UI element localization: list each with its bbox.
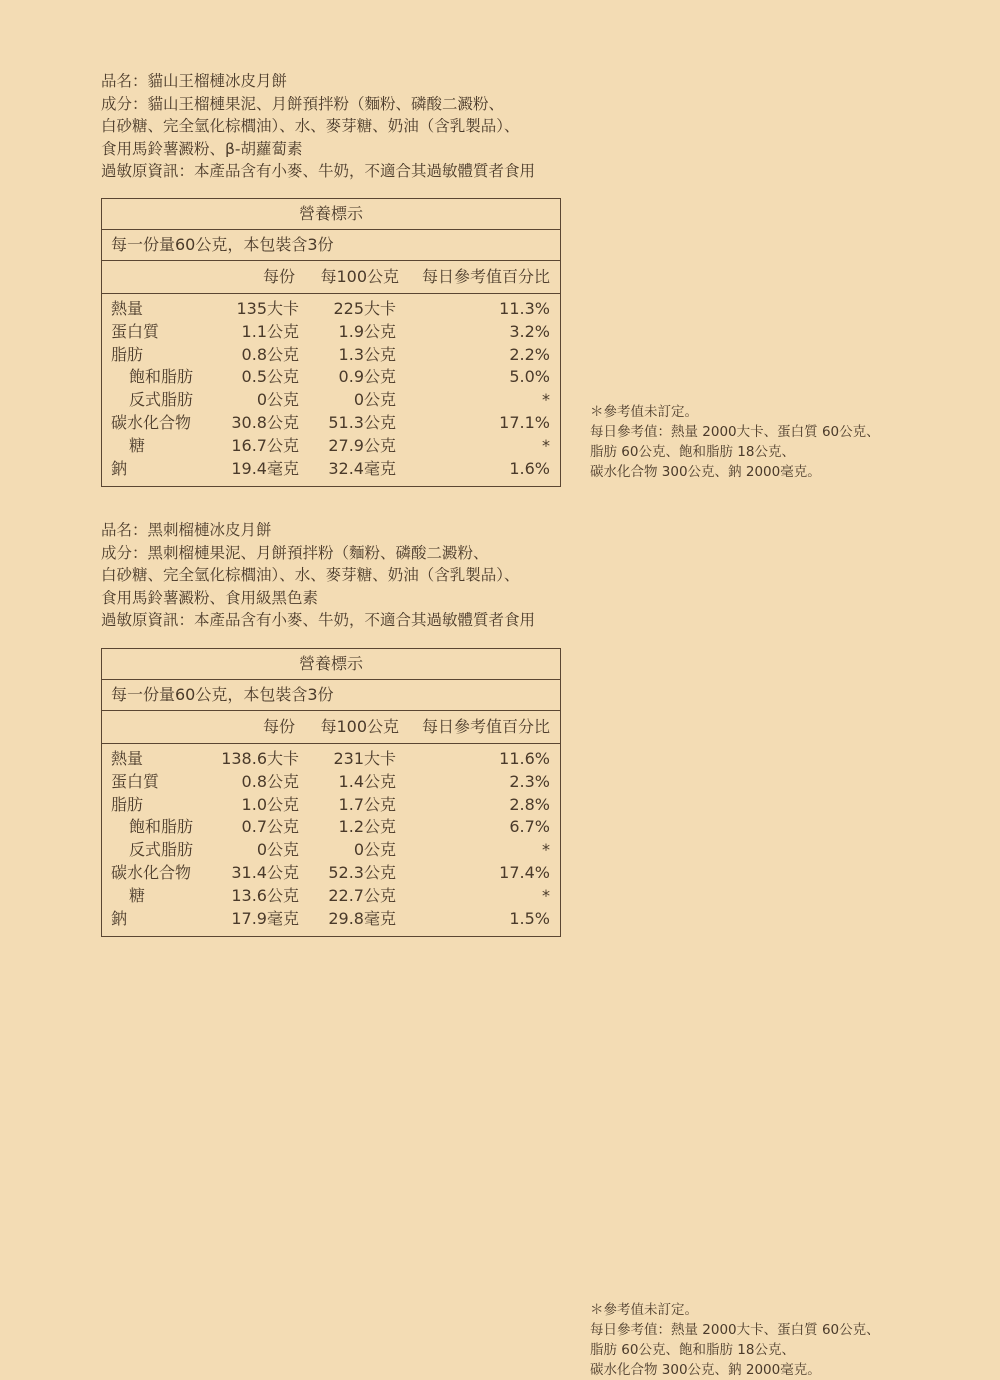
note-line: 碳水化合物 300公克、鈉 2000毫克。 <box>590 1362 821 1378</box>
header-per-100g: 每100公克 <box>320 717 399 736</box>
nutrient-name: 鈉 <box>111 908 128 928</box>
daily-value-pct: 5.0% <box>509 367 550 387</box>
per-100g-value: 1.2公克 <box>338 817 396 837</box>
table-row <box>102 748 560 771</box>
per-100g-value: 0.9公克 <box>338 367 396 387</box>
daily-value-pct: 11.3% <box>499 299 550 318</box>
per-serving-value: 0.7公克 <box>241 817 299 837</box>
daily-value-pct: 2.2% <box>509 344 550 364</box>
per-serving-value: 19.4毫克 <box>231 458 299 478</box>
table-row <box>102 771 560 794</box>
nutrient-name: 糖 <box>129 435 146 455</box>
per-100g-value: 1.7公克 <box>338 794 396 814</box>
daily-value-pct: 3.2% <box>509 321 550 341</box>
per-100g-value: 0公克 <box>353 840 396 860</box>
nutrition-table <box>101 198 561 487</box>
per-100g-value: 27.9公克 <box>328 435 396 455</box>
table-row <box>102 366 560 389</box>
nutrient-name: 鈉 <box>111 458 128 478</box>
per-100g-value: 29.8毫克 <box>328 908 396 928</box>
per-serving-value: 0公克 <box>256 390 299 410</box>
header-daily-value-pct: 每日參考值百分比 <box>421 267 550 286</box>
nutrient-name: 碳水化合物 <box>111 412 192 432</box>
daily-value-note <box>590 1300 950 1380</box>
nutrient-name: 飽和脂肪 <box>129 367 194 387</box>
note-line: 脂肪 60公克、飽和脂肪 18公克、 <box>590 444 795 460</box>
per-serving-value: 1.1公克 <box>241 321 299 341</box>
per-100g-value: 51.3公克 <box>328 412 396 432</box>
daily-value-pct: 1.6% <box>509 458 550 478</box>
note-line: 脂肪 60公克、飽和脂肪 18公克、 <box>590 1342 795 1358</box>
header-per-serving: 每份 <box>262 717 295 736</box>
nutrient-name: 反式脂肪 <box>129 390 194 410</box>
ingredients-line: 成分：貓山王榴槤果泥、月餅預拌粉（麵粉、磷酸二澱粉、 <box>101 94 505 113</box>
daily-value-pct: 1.5% <box>509 908 550 928</box>
serving-size: 每一份量60公克，本包裝含3份 <box>102 230 560 261</box>
daily-value-pct: * <box>542 840 550 860</box>
serving-size: 每一份量60公克，本包裝含3份 <box>102 680 560 711</box>
nutrient-name: 熱量 <box>111 749 144 768</box>
ingredients-line: 白砂糖、完全氫化棕櫚油）、水、麥芽糖、奶油（含乳製品）、 <box>101 117 520 135</box>
header-per-100g: 每100公克 <box>320 267 399 286</box>
daily-value-pct: * <box>542 435 550 455</box>
allergen-line: 過敏原資訊：本產品含有小麥、牛奶，不適合其過敏體質者食用 <box>101 162 536 180</box>
per-100g-value: 52.3公克 <box>328 862 396 882</box>
note-line: ＊參考值未訂定。 <box>590 404 698 420</box>
nutrition-table <box>101 648 561 937</box>
table-row <box>102 862 560 885</box>
daily-value-pct: 6.7% <box>509 817 550 837</box>
per-100g-value: 1.9公克 <box>338 321 396 341</box>
note-line: 每日參考值：熱量 2000大卡、蛋白質 60公克、 <box>590 424 880 440</box>
nutrient-name: 蛋白質 <box>111 771 160 791</box>
nutrition-table-title: 營養標示 <box>102 199 560 230</box>
ingredients-line: 成分：黑刺榴槤果泥、月餅預拌粉（麵粉、磷酸二澱粉、 <box>101 543 489 562</box>
daily-value-pct: 2.8% <box>509 794 550 814</box>
per-100g-value: 225大卡 <box>333 299 396 318</box>
per-serving-value: 0.8公克 <box>241 344 299 364</box>
daily-value-note <box>590 402 950 482</box>
note-line: 每日參考值：熱量 2000大卡、蛋白質 60公克、 <box>590 1322 880 1338</box>
table-row <box>102 816 560 839</box>
per-serving-value: 16.7公克 <box>231 435 299 455</box>
per-serving-value: 0.8公克 <box>241 771 299 791</box>
table-row <box>102 908 560 931</box>
table-row <box>102 794 560 817</box>
per-100g-value: 1.3公克 <box>338 344 396 364</box>
table-row <box>102 298 560 321</box>
daily-value-pct: 2.3% <box>509 771 550 791</box>
nutrient-name: 脂肪 <box>111 344 144 364</box>
per-serving-value: 0公克 <box>256 840 299 860</box>
per-100g-value: 231大卡 <box>333 749 396 768</box>
nutrient-name: 反式脂肪 <box>129 840 194 860</box>
nutrition-table-body <box>102 294 560 486</box>
table-row <box>102 344 560 367</box>
table-row <box>102 839 560 862</box>
nutrition-table-header <box>102 261 560 294</box>
product-block-black-thorn <box>101 519 981 1378</box>
ingredients-line: 白砂糖、完全氫化棕櫚油）、水、麥芽糖、奶油（含乳製品）、 <box>101 566 520 584</box>
table-row <box>102 435 560 458</box>
per-serving-value: 31.4公克 <box>231 862 299 882</box>
nutrient-name: 脂肪 <box>111 794 144 814</box>
ingredients-line: 食用馬鈴薯澱粉、β-胡蘿蔔素 <box>101 139 303 158</box>
daily-value-pct: 17.1% <box>499 412 550 432</box>
product-name-line: 品名：貓山王榴槤冰皮月餅 <box>101 72 288 90</box>
per-serving-value: 1.0公克 <box>241 794 299 814</box>
per-100g-value: 32.4毫克 <box>328 458 396 478</box>
nutrient-name: 熱量 <box>111 299 144 318</box>
daily-value-pct: 17.4% <box>499 862 550 882</box>
ingredients-line: 食用馬鈴薯澱粉、食用級黑色素 <box>101 588 319 607</box>
table-row <box>102 412 560 435</box>
daily-value-pct: 11.6% <box>499 749 550 768</box>
per-serving-value: 0.5公克 <box>241 367 299 387</box>
table-row <box>102 885 560 908</box>
nutrient-name: 碳水化合物 <box>111 862 192 882</box>
per-100g-value: 1.4公克 <box>338 771 396 791</box>
nutrient-name: 飽和脂肪 <box>129 817 194 837</box>
per-serving-value: 135大卡 <box>236 299 299 318</box>
product-info <box>101 70 981 183</box>
header-per-serving: 每份 <box>262 267 295 286</box>
product-info <box>101 519 981 632</box>
per-serving-value: 138.6大卡 <box>221 749 299 768</box>
product-name-line: 品名：黑刺榴槤冰皮月餅 <box>101 521 272 539</box>
daily-value-pct: * <box>542 885 550 905</box>
product-block-mao-shan-wang <box>101 70 981 480</box>
nutrition-table-title: 營養標示 <box>102 649 560 680</box>
nutrition-table-body <box>102 744 560 936</box>
per-serving-value: 13.6公克 <box>231 885 299 905</box>
per-100g-value: 22.7公克 <box>328 885 396 905</box>
daily-value-pct: * <box>542 390 550 410</box>
nutrient-name: 蛋白質 <box>111 321 160 341</box>
table-row <box>102 389 560 412</box>
per-100g-value: 0公克 <box>353 390 396 410</box>
nutrient-name: 糖 <box>129 885 146 905</box>
allergen-line: 過敏原資訊：本產品含有小麥、牛奶，不適合其過敏體質者食用 <box>101 611 536 629</box>
per-serving-value: 17.9毫克 <box>231 908 299 928</box>
table-row <box>102 458 560 481</box>
per-serving-value: 30.8公克 <box>231 412 299 432</box>
note-line: ＊參考值未訂定。 <box>590 1302 698 1318</box>
table-row <box>102 321 560 344</box>
header-daily-value-pct: 每日參考值百分比 <box>421 717 550 736</box>
nutrition-table-header <box>102 711 560 744</box>
note-line: 碳水化合物 300公克、鈉 2000毫克。 <box>590 464 821 480</box>
